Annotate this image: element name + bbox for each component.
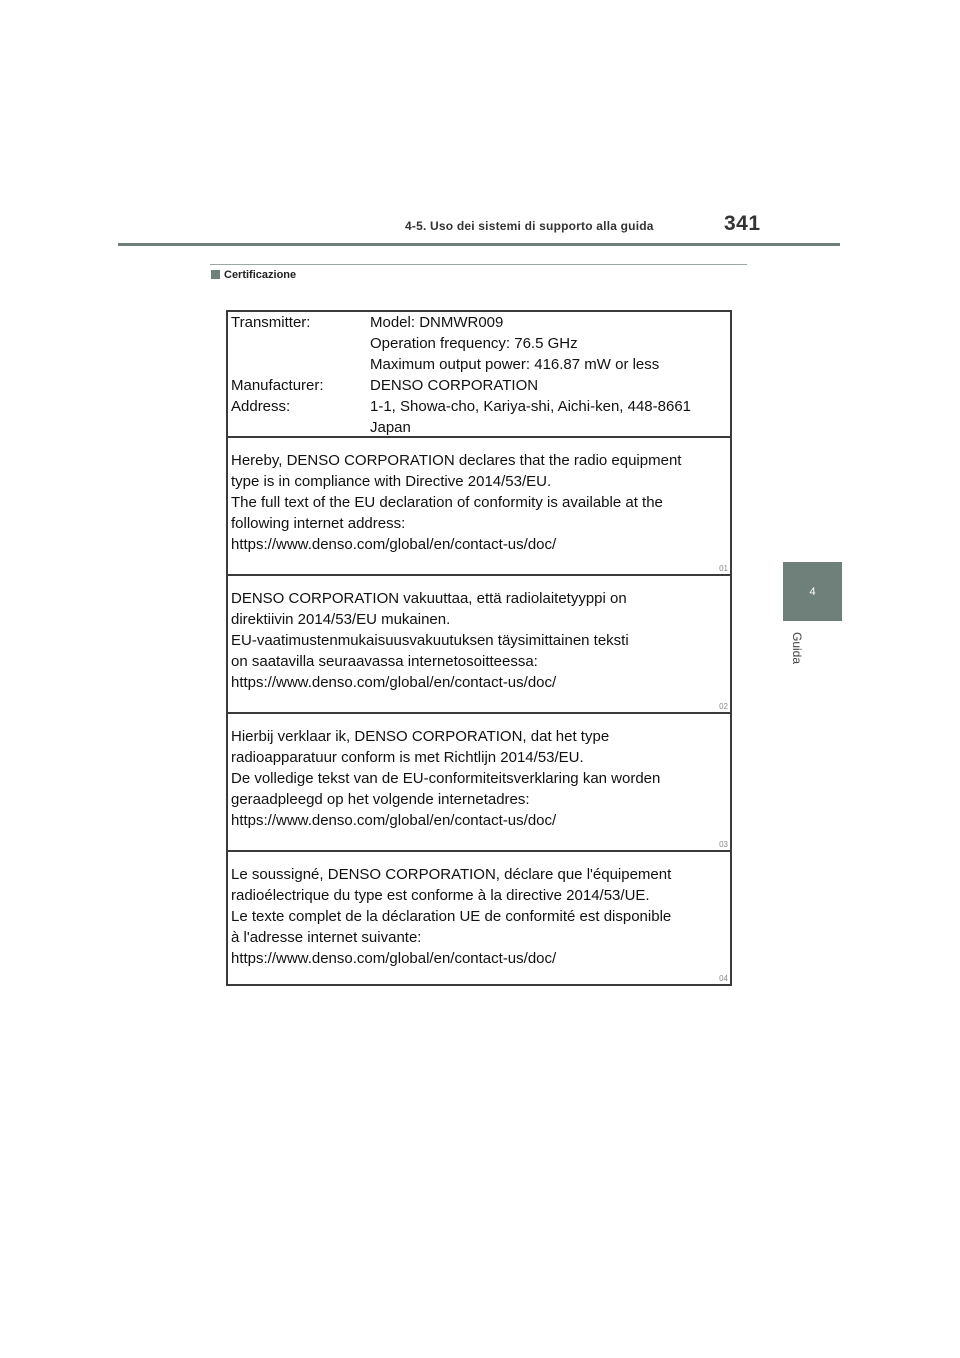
declaration-line: https://www.denso.com/global/en/contact-us/doc/ — [231, 812, 557, 829]
square-bullet-icon — [211, 270, 220, 279]
declaration-line: Hierbij verklaar ik, DENSO CORPORATION, dat het type — [231, 728, 610, 745]
spec-row — [231, 354, 726, 375]
spec-key: Manufacturer: — [231, 377, 324, 394]
declaration-text — [231, 726, 710, 831]
spec-row — [231, 312, 726, 333]
chapter-number: 4 — [809, 585, 816, 598]
spec-value: 1-1, Showa-cho, Kariya-shi, Aichi-ken, 448-8661 — [370, 398, 692, 415]
declaration-panel-nl — [228, 712, 730, 852]
panel-code: 03 — [719, 840, 728, 849]
spec-key: Address: — [231, 398, 291, 415]
declaration-line: DENSO CORPORATION vakuuttaa, että radiolaitetyyppi on — [231, 590, 627, 607]
declaration-panel-fr — [228, 850, 730, 986]
certification-box — [226, 310, 732, 986]
declaration-line: radioapparatuur conform is met Richtlijn 2014/53/EU. — [231, 749, 584, 766]
spec-value: Maximum output power: 416.87 mW or less — [370, 356, 660, 373]
declaration-line: geraadpleegd op het volgende internetadres: — [231, 791, 530, 808]
transmitter-spec-panel — [228, 312, 730, 436]
declaration-line: https://www.denso.com/global/en/contact-us/doc/ — [231, 950, 557, 967]
declaration-text — [231, 588, 710, 693]
header-section-title: 4-5. Uso dei sistemi di supporto alla guida — [405, 219, 654, 233]
declaration-text — [231, 450, 710, 555]
panel-code: 01 — [719, 564, 728, 573]
panel-code: 04 — [719, 974, 728, 983]
chapter-label: Guida — [790, 632, 804, 665]
page-number: 341 — [724, 212, 761, 235]
declaration-line: direktiivin 2014/53/EU mukainen. — [231, 611, 451, 628]
spec-value: Model: DNMWR009 — [370, 314, 504, 331]
declaration-line: The full text of the EU declaration of conformity is available at the — [231, 494, 663, 511]
declaration-line: on saatavilla seuraavassa internetosoitteessa: — [231, 653, 538, 670]
declaration-line: https://www.denso.com/global/en/contact-us/doc/ — [231, 536, 557, 553]
spec-row — [231, 375, 726, 396]
declaration-panel-fi — [228, 574, 730, 714]
declaration-line: following internet address: — [231, 515, 406, 532]
declaration-line: à l'adresse internet suivante: — [231, 929, 422, 946]
section-heading — [211, 269, 296, 281]
declaration-line: https://www.denso.com/global/en/contact-us/doc/ — [231, 674, 557, 691]
spec-row — [231, 417, 726, 438]
spec-row — [231, 396, 726, 417]
declaration-line: type is in compliance with Directive 2014/53/EU. — [231, 473, 552, 490]
declaration-line: Hereby, DENSO CORPORATION declares that the radio equipment — [231, 452, 682, 469]
spec-value: Japan — [370, 419, 411, 436]
header-rule — [118, 243, 840, 246]
declaration-panel-en — [228, 436, 730, 576]
spec-key: Transmitter: — [231, 314, 311, 331]
declaration-line: Le texte complet de la déclaration UE de conformité est disponible — [231, 908, 672, 925]
declaration-line: EU-vaatimustenmukaisuusvakuutuksen täysimittainen teksti — [231, 632, 629, 649]
spec-row — [231, 333, 726, 354]
panel-code: 02 — [719, 702, 728, 711]
declaration-line: Le soussigné, DENSO CORPORATION, déclare que l'équipement — [231, 866, 672, 883]
spec-value: DENSO CORPORATION — [370, 377, 539, 394]
declaration-line: De volledige tekst van de EU-conformiteitsverklaring kan worden — [231, 770, 661, 787]
declaration-text — [231, 864, 710, 969]
chapter-tab — [783, 562, 842, 621]
section-heading-text: Certificazione — [224, 269, 297, 281]
declaration-line: radioélectrique du type est conforme à la directive 2014/53/UE. — [231, 887, 650, 904]
spec-value: Operation frequency: 76.5 GHz — [370, 335, 578, 352]
section-rule — [210, 264, 747, 265]
